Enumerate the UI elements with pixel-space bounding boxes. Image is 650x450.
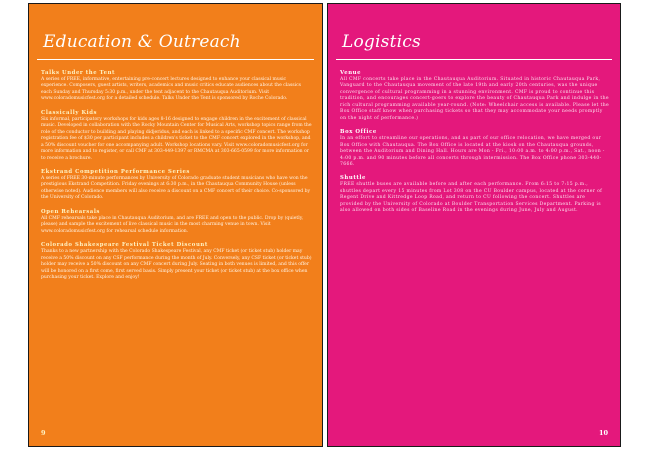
left-content [41, 70, 312, 288]
section-heading-shakespeare: Colorado Shakespeare Festival Ticket Discount [41, 242, 208, 249]
section-body-venue: All CMF concerts take place in the Chautauqua Auditorium. Situated in historic Chautauqua Park, Vanguard to the Chautauqua movement of the late 19th and early 20th centuries, was the unique convergence of cultural programming in a stunning environment. CMF is proud to continue this tradition, and encourages concert-goers to explore the beauty of Chautauqua Park and indulge in the rich cultural programming available year-round. (Note: Wheelchair access is available. Please let the Box Office staff know when purchasing tickets so that they may accommodate your needs promptly on the night of performance.) [340, 77, 610, 121]
section-heading-kids: Classically Kids [41, 109, 98, 116]
section-heading-ekstrand: Ekstrand Competition Performance Series [41, 168, 191, 175]
section-body-shuttle: FREE shuttle buses are available before and after each performance. From 6:15 to 7:15 p.m., shuttles depart every 15 minutes from Lot 308 on the CU Boulder campus, located at the corner of Regent Drive and Kittredge Loop Road, and return to CU following the concert. Shuttles are provided by the University of Colorado at Boulder Transportation Services Department. Parking is also allowed on both sides of Baseline Road in the evenings during June, July and August. [340, 182, 603, 214]
right-page [327, 3, 621, 447]
title-rule [336, 59, 612, 60]
page-title: Logistics [342, 32, 421, 52]
section-heading-talks: Talks Under the Tent [41, 70, 116, 76]
section-heading-box-office: Box Office [340, 129, 377, 136]
section-body-ekstrand: A series of FREE 30-minute performances by University of Colorado graduate student musicians who have won the prestigious Ekstrand Competition. Friday evenings at 6:30 p.m., in the Chautauqua Community House (unless otherwise noted). Audience members will also receive a discount on a CMF concert of their choice. Co-sponsored by the University of Colorado. [41, 175, 311, 201]
left-page [28, 3, 323, 447]
section-body-shakespeare: Thanks to a new partnership with the Colorado Shakespeare Festival, any CMF ticket (or ticket stub) holder may receive a 50% discount on any CSF performance during the month of July. Conversely, any CSF ticket (or ticket stub) holder may receive a 50% discount on any CMF concert during July. Seating in both venues is limited, and this offer will be honored on a first come, first served basis. Simply present your ticket (or ticket stub) at the box office when purchasing your ticket. Explore and enjoy! [41, 249, 312, 280]
section-body-talks: A series of FREE, informative, entertaining pre-concert lectures designed to enhance your classical music experience. Composers, guest artists, writers, academics and music critics educate audiences about the classics each Sunday and Thursday 5:30 p.m., under the tent adjacent to the Chautauqua Auditorium. Visit www.coloradomusicfest.org for a detailed schedule. Talks Under the Tent is sponsored by Roche Colorado. [41, 77, 301, 102]
page-title: Education & Outreach [43, 32, 241, 52]
page-number: 10 [598, 429, 608, 437]
section-heading-rehearsals: Open Rehearsals [41, 208, 101, 215]
page-number: 9 [41, 429, 46, 437]
right-content [340, 70, 610, 222]
section-heading-venue: Venue [340, 70, 362, 76]
section-body-rehearsals: All CMF rehearsals take place in Chautauqua Auditorium, and are FREE and open to the public. Drop by (quietly, please) and sample the excitement of live classical music in the most charming venue in town. Visit www.coloradomusicfest.org for rehearsal schedule information. [41, 215, 304, 234]
section-body-box-office: In an effort to streamline our operations, and as part of our office relocation, we have merged our Box Office with Chautauqua. The Box Office is located at the kiosk on the Chautauqua grounds, between the Auditorium and Dining Hall. Hours are Mon - Fri., 10:00 a.m. to 4:00 p.m., Sat., noon - 4:00 p.m. and 90 minutes before all concerts through intermission. The Box Office phone 303-440-7666. [340, 136, 605, 167]
section-body-kids: Six informal, participatory workshops for kids ages 8-16 designed to engage children in the excitement of classical music. Developed in collaboration with the Rocky Mountain Center for Musical Arts, workshop topics range from the role of the conductor to building and playing didjeridus, and each is linked to a specific CMF concert. The workshop registration fee of $30 per participant includes a children's ticket to the CMF concert explored in the workshop, and a 50% discount voucher for one accompanying adult. Workshop locations vary. Visit www.coloradomusicfest.org for more information and to register, or call CMF at 303-449-1397 or RMCMA at 303-665-0599 for more information or to receive a brochure. [41, 116, 312, 161]
section-heading-shuttle: Shuttle [340, 175, 367, 182]
title-rule [37, 59, 314, 60]
